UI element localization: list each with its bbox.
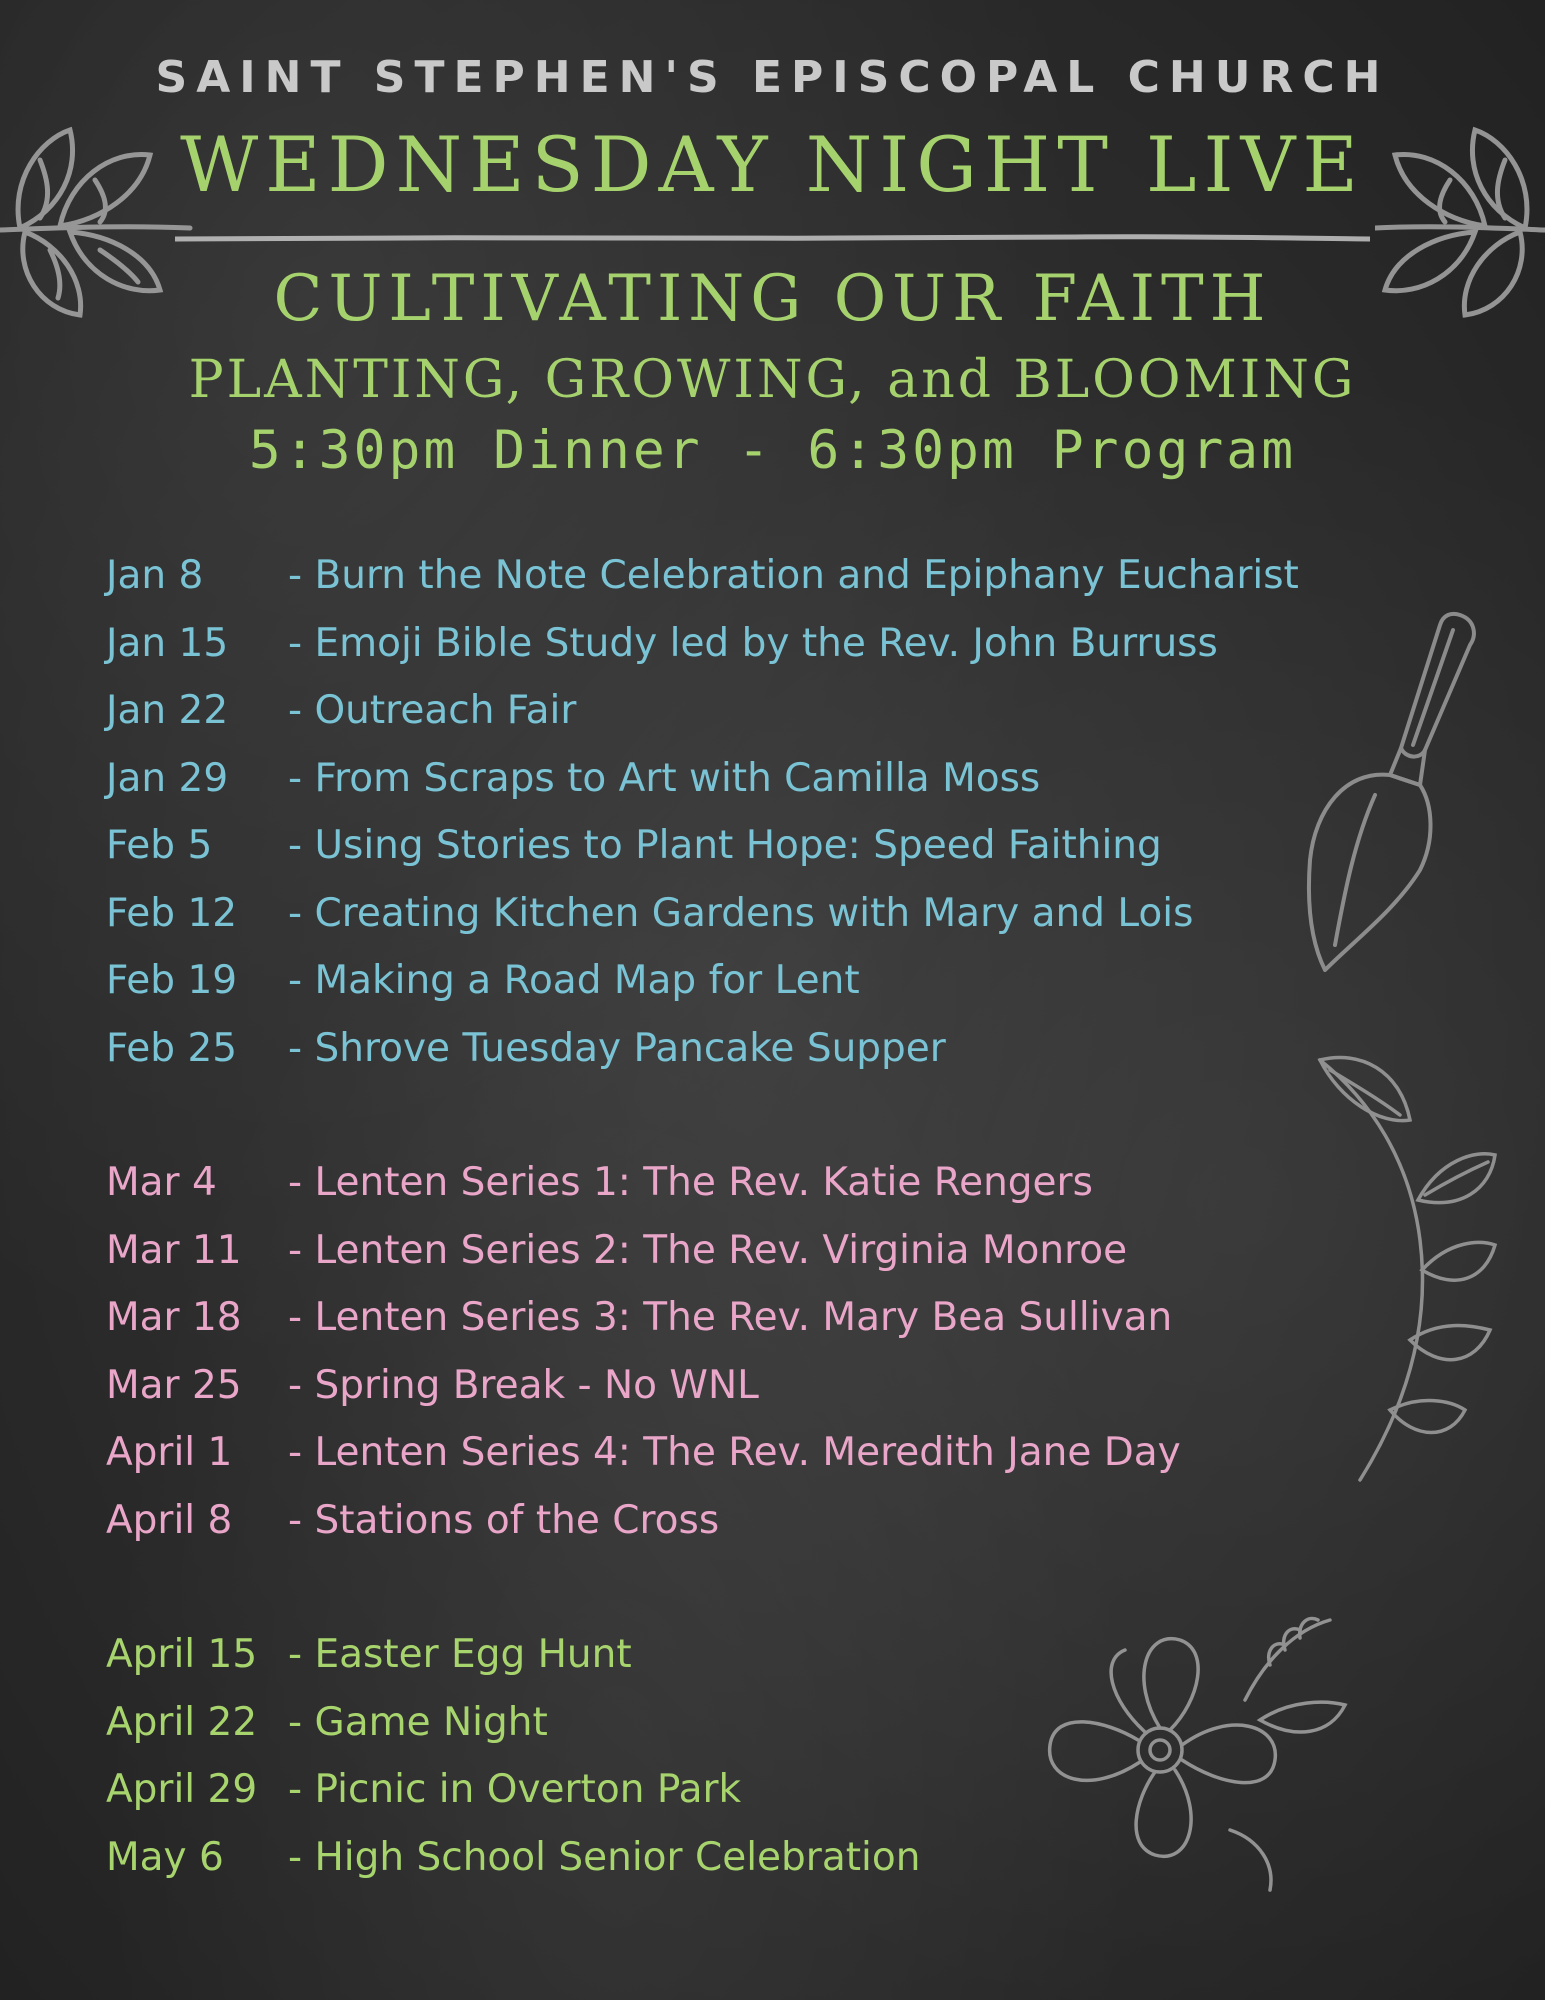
event-row [106, 1149, 1446, 1217]
lent-events [106, 1149, 1446, 1554]
event-title: - Burn the Note Celebration and Epiphany Eucharist [288, 553, 1299, 599]
event-date: May 6 [106, 1834, 224, 1880]
event-title: - Using Stories to Plant Hope: Speed Faithing [288, 823, 1162, 869]
event-title: - Lenten Series 3: The Rev. Mary Bea Sullivan [288, 1295, 1173, 1341]
subtheme-heading: PLANTING, GROWING, and BLOOMING [188, 350, 1357, 410]
event-row [106, 677, 1446, 745]
event-date: Jan 29 [106, 755, 229, 801]
winter-events [106, 542, 1446, 1082]
event-date: April 8 [106, 1497, 233, 1543]
event-title: - Picnic in Overton Park [288, 1767, 742, 1813]
event-date: April 29 [106, 1767, 258, 1813]
trowel-icon [1255, 600, 1495, 980]
theme-heading: CULTIVATING OUR FAITH [273, 262, 1272, 336]
event-row [106, 947, 1446, 1015]
event-title: - Making a Road Map for Lent [288, 958, 860, 1004]
event-title: - High School Senior Celebration [288, 1834, 921, 1880]
event-title: - Outreach Fair [288, 688, 577, 734]
event-date: Mar 18 [106, 1295, 242, 1341]
event-title: - Shrove Tuesday Pancake Supper [288, 1025, 946, 1071]
event-title: - Game Night [288, 1699, 548, 1745]
event-date: Mar 25 [106, 1362, 242, 1408]
event-row [106, 1352, 1446, 1420]
event-row [106, 610, 1446, 678]
event-row [106, 542, 1446, 610]
event-row [106, 812, 1446, 880]
vine-icon [1300, 1040, 1500, 1510]
event-title: - Spring Break - No WNL [288, 1362, 759, 1408]
event-date: April 15 [106, 1632, 258, 1678]
event-date: Feb 25 [106, 1025, 238, 1071]
event-title: - From Scraps to Art with Camilla Moss [288, 755, 1041, 801]
event-date: Feb 19 [106, 958, 238, 1004]
flower-icon [1030, 1590, 1360, 1910]
event-date: Feb 12 [106, 890, 238, 936]
schedule-times: 5:30pm Dinner - 6:30pm Program [248, 420, 1297, 481]
event-title: - Lenten Series 1: The Rev. Katie Rengers [288, 1160, 1093, 1206]
event-date: Jan 8 [106, 553, 204, 599]
event-date: Mar 4 [106, 1160, 217, 1206]
event-title: - Lenten Series 2: The Rev. Virginia Monroe [288, 1227, 1128, 1273]
event-row [106, 745, 1446, 813]
event-date: Feb 5 [106, 823, 213, 869]
event-date: Jan 22 [106, 688, 229, 734]
event-title: - Easter Egg Hunt [288, 1632, 632, 1678]
event-date: Jan 15 [106, 620, 229, 666]
event-date: Mar 11 [106, 1227, 242, 1273]
event-title: - Stations of the Cross [288, 1497, 720, 1543]
event-date: April 22 [106, 1699, 258, 1745]
church-name: SAINT STEPHEN'S EPISCOPAL CHURCH [155, 52, 1390, 103]
event-row [106, 1419, 1446, 1487]
event-row [106, 1217, 1446, 1285]
event-title: - Lenten Series 4: The Rev. Meredith Jane Day [288, 1430, 1181, 1476]
event-row [106, 1487, 1446, 1555]
event-row [106, 880, 1446, 948]
event-row [106, 1284, 1446, 1352]
event-row [106, 1015, 1446, 1083]
event-title: - Creating Kitchen Gardens with Mary and Lois [288, 890, 1194, 936]
program-title: WEDNESDAY NIGHT LIVE [180, 120, 1365, 209]
chalk-divider [175, 228, 1370, 238]
event-title: - Emoji Bible Study led by the Rev. John Burruss [288, 620, 1218, 666]
event-date: April 1 [106, 1430, 233, 1476]
